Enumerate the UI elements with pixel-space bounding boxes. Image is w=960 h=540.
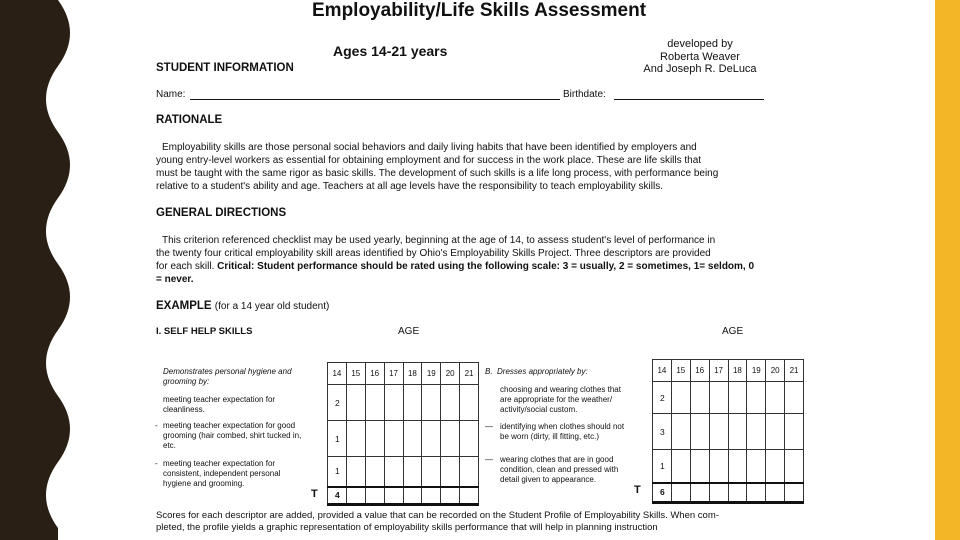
directions-heading: GENERAL DIRECTIONS [156,207,287,219]
score-row [653,382,804,414]
rationale-text: Employability skills are those personal social behaviors and daily living habits that have been identified by employers and young entry-level workers as essential for obtaining employment and for success in the work place. These are life skills that must be taught with the same rigor as basic skills. The development of such skills is a life long process, with performance being relative to a student's ability and age. Teachers at all age levels have the responsibility to teach employability skills. [156,142,719,192]
section-title: I. SELF HELP SKILLS [156,326,253,337]
score-cell[interactable]: 3 [653,414,672,450]
skill-b-descriptor-2: identifying when clothes should not be worn (dirty, ill fitting, etc.) [500,422,625,441]
score-row [653,414,804,450]
total-cell[interactable]: 6 [653,483,672,503]
skill-b-heading: B. Dresses appropriately by: [485,367,588,376]
age-range: Ages 14-21 years [333,43,448,59]
skill-a-heading: Demonstrates personal hygiene and grooming by: [163,367,292,386]
skill-a-descriptor-3: meeting teacher expectation for consistent, independent personal hygiene and grooming. [163,459,281,488]
name-field[interactable] [190,99,560,100]
score-cell[interactable]: 1 [653,450,672,483]
age-header-row: 14 15 16 17 18 19 20 21 [328,363,479,385]
age-header-row: 14 15 16 17 18 19 20 21 [653,360,804,382]
skill-b-descriptor-3: wearing clothes that are in good condition, clean and pressed with detail given to appearance. [500,455,619,484]
score-row [328,421,479,457]
name-label: Name: [156,89,186,100]
age-label-left: AGE [398,326,420,337]
dash-mark: — [485,455,493,464]
skill-a-descriptor-1: meeting teacher expectation for cleanliness. [163,395,276,414]
dash-mark: - [155,421,158,430]
directions-text: This criterion referenced checklist may be used yearly, beginning at the age of 14, to assess student's level of performance in the twenty four critical employability skill areas identified by Ohio's Employability Skills Project. Three descriptors are provided for each skill. Critical: Student performance should be rated using the following scale: 3 = usually, 2 = sometimes, 1= seldom, 0 = never. [156,235,755,285]
score-cell[interactable]: 2 [328,385,347,421]
document-title: Employability/Life Skills Assessment [312,0,647,21]
total-marker-a: T [311,488,318,500]
birthdate-field[interactable] [614,99,764,100]
developed-by: developed by Roberta Weaver And Joseph R. DeLuca [643,38,757,75]
score-row [328,385,479,421]
score-cell[interactable]: 1 [328,421,347,457]
dash-mark: - [155,459,158,468]
score-cell[interactable]: 1 [328,457,347,487]
skill-b-descriptor-1: choosing and wearing clothes that are appropriate for the weather/ activity/social custom. [500,385,621,414]
footer-text: Scores for each descriptor are added, provided a value that can be recorded on the Student Profile of Employability Skills. When com- pleted, the profile yields a graphic representation of employability skills performance that will help in planning instruction [156,510,719,533]
skill-a-descriptor-2: meeting teacher expectation for good grooming (hair combed, shirt tucked in, etc. [163,421,302,450]
dash-mark: — [485,422,493,431]
score-cell[interactable]: 2 [653,382,672,414]
total-marker-b: T [634,484,641,496]
student-info-heading: STUDENT INFORMATION [156,62,294,74]
total-row [653,483,804,503]
example-heading: EXAMPLE (for a 14 year old student) [156,300,330,312]
age-grid-b [652,359,804,504]
score-row [328,457,479,487]
total-cell[interactable]: 4 [328,487,347,505]
rationale-heading: RATIONALE [156,114,223,126]
age-grid-a [327,362,479,506]
age-label-right: AGE [722,326,744,337]
birthdate-label: Birthdate: [563,89,606,100]
total-row [328,487,479,505]
score-row [653,450,804,483]
